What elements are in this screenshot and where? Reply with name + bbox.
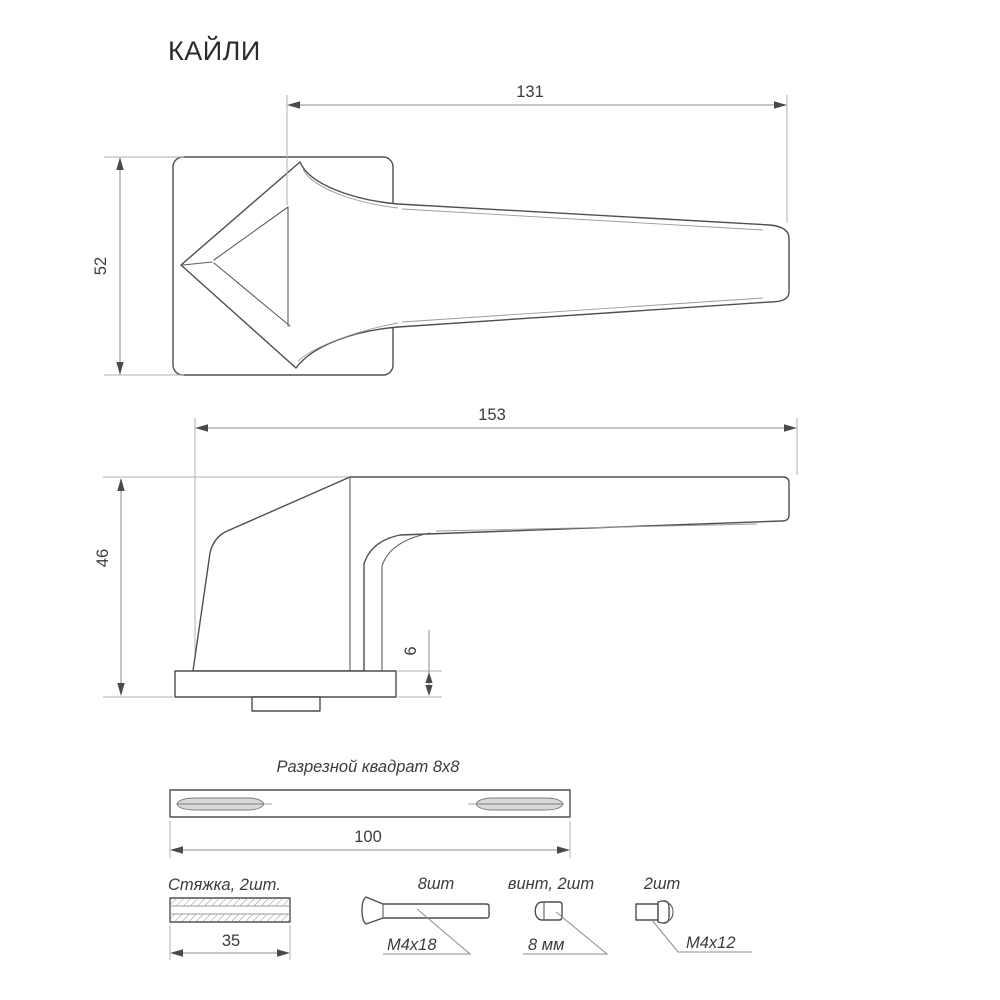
screw-spec-label: M4x18 (387, 936, 437, 954)
dim-6-label: 6 (402, 646, 420, 656)
bushing-spec-label: M4x12 (686, 934, 736, 952)
dim-35-label: 35 (221, 932, 241, 950)
spindle-label: Разрезной квадрат 8x8 (276, 758, 460, 776)
tie-rod-label: Стяжка, 2шт. (168, 876, 281, 894)
screw-qty-label: 8шт (417, 875, 455, 893)
grub-screw-spec-label: 8 мм (528, 936, 565, 954)
dim-46-label: 46 (94, 548, 112, 568)
dim-100-label: 100 (354, 828, 382, 846)
rosette-base-side (175, 671, 396, 697)
bushing-flange (658, 901, 669, 923)
spindle-collar-side (252, 697, 320, 711)
dim-131-label: 131 (516, 83, 544, 101)
page-title: КАЙЛИ (168, 36, 261, 66)
spindle-slot-left (177, 798, 272, 810)
dim-52-label: 52 (92, 256, 110, 276)
grub-screw (535, 902, 562, 920)
bushing-qty-label: 2шт (643, 875, 681, 893)
tie-rod-thread-hatch (170, 898, 290, 906)
spindle-slot-right (468, 798, 563, 810)
bushing-body (636, 904, 658, 920)
dim-153-label: 153 (478, 406, 506, 424)
tie-rod-thread-hatch (170, 914, 290, 922)
grub-screw-label: винт, 2шт (507, 875, 595, 893)
